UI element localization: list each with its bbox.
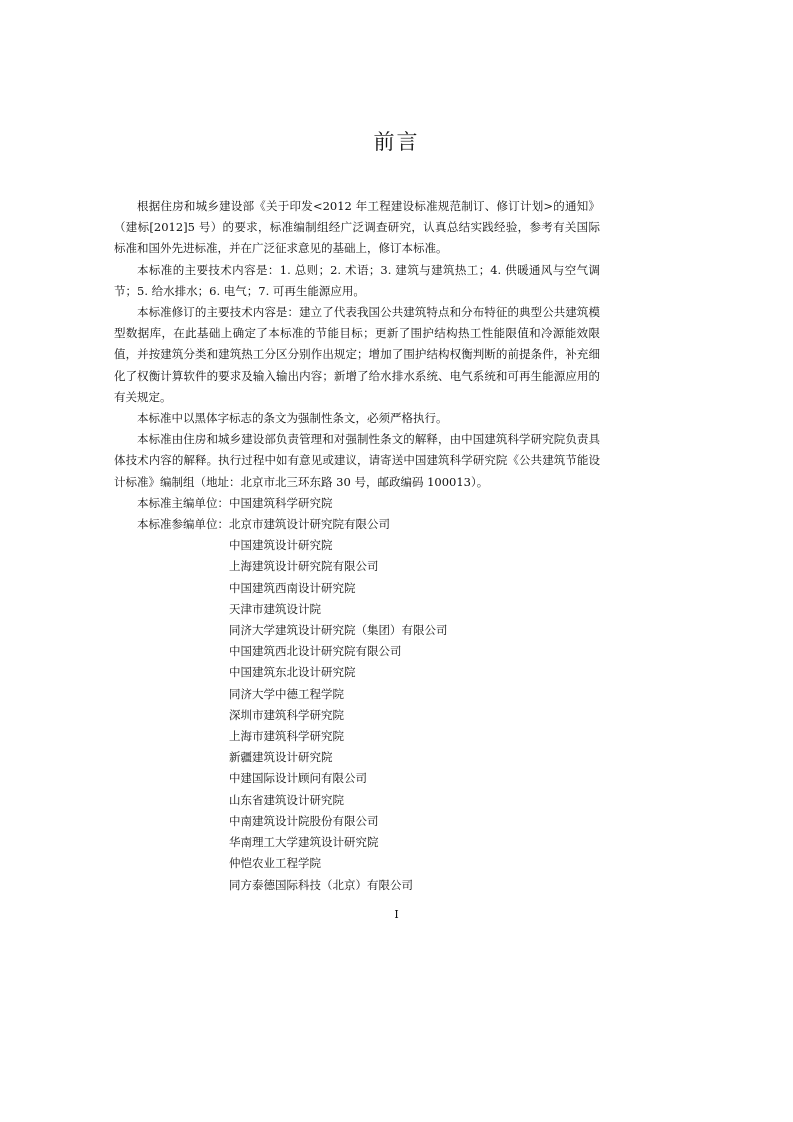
participating-unit: 同济大学中德工程学院 [229, 686, 344, 701]
participating-unit: 上海市建筑科学研究院 [229, 729, 344, 744]
paragraph-revision-contents: 本标准修订的主要技术内容是：建立了代表我国公共建筑特点和分布特征的典型公共建筑模型数据库，在此基础上确定了本标准的节能目标；更新了围护结构热工性能限值和冷源能效限值，并按建筑分类和建筑热工分区分别作出规定；增加了围护结构权衡判断的前提条件，补充细化了权衡计算软件的要求及输入输出内容；新增了给水排水系统、电气系统和可再生能源应用的有关规定。 [114, 305, 600, 404]
participating-unit: 中南建筑设计院股份有限公司 [229, 813, 379, 828]
paragraph-chief-editor: 本标准主编单位：中国建筑科学研究院 [137, 495, 333, 510]
participating-unit: 仲恺农业工程学院 [229, 856, 321, 871]
participating-unit: 中建国际设计顾问有限公司 [229, 771, 367, 786]
page-title: 前言 [373, 130, 420, 154]
participating-unit: 中国建筑西南设计研究院 [229, 580, 356, 595]
participating-unit: 北京市建筑设计研究院有限公司 [229, 517, 390, 532]
participating-units-list [229, 514, 448, 896]
participating-units-label: 本标准参编单位： [137, 517, 229, 532]
participating-unit: 新疆建筑设计研究院 [229, 750, 333, 765]
participating-unit: 深圳市建筑科学研究院 [229, 707, 344, 722]
participating-unit: 中国建筑西北设计研究院有限公司 [229, 644, 402, 659]
participating-units [114, 514, 600, 896]
participating-unit: 同方泰德国际科技（北京）有限公司 [229, 877, 413, 892]
participating-unit: 华南理工大学建筑设计研究院 [229, 835, 379, 850]
participating-unit: 上海建筑设计研究院有限公司 [229, 559, 379, 574]
participating-unit: 同济大学建筑设计研究院（集团）有限公司 [229, 623, 448, 638]
participating-unit: 中国建筑东北设计研究院 [229, 665, 356, 680]
paragraph-administration: 本标准由住房和城乡建设部负责管理和对强制性条文的解释，由中国建筑科学研究院负责具体技术内容的解释。执行过程中如有意见或建议，请寄送中国建筑科学研究院《公共建筑节能设计标准》编制组（地址：北京市北三环东路 30 号，邮政编码 100013）。 [114, 432, 600, 489]
participating-unit: 中国建筑设计研究院 [229, 538, 333, 553]
paragraph-mandatory-clauses: 本标准中以黑体字标志的条文为强制性条文，必须严格执行。 [137, 411, 448, 426]
participating-unit: 天津市建筑设计院 [229, 601, 321, 616]
page-number: I [394, 908, 399, 921]
paragraph-background: 根据住房和城乡建设部《关于印发<2012 年工程建设标准规范制订、修订计划>的通知》（建标[2012]5 号）的要求，标准编制组经广泛调查研究，认真总结实践经验，参考有关国际标准和国外先进标准，并在广泛征求意见的基础上，修订本标准。 [114, 199, 600, 256]
participating-unit: 山东省建筑设计研究院 [229, 792, 344, 807]
preface-body [114, 196, 600, 896]
paragraph-main-contents: 本标准的主要技术内容是：1. 总则；2. 术语；3. 建筑与建筑热工；4. 供暖通风与空气调节；5. 给水排水；6. 电气；7. 可再生能源应用。 [114, 262, 600, 298]
